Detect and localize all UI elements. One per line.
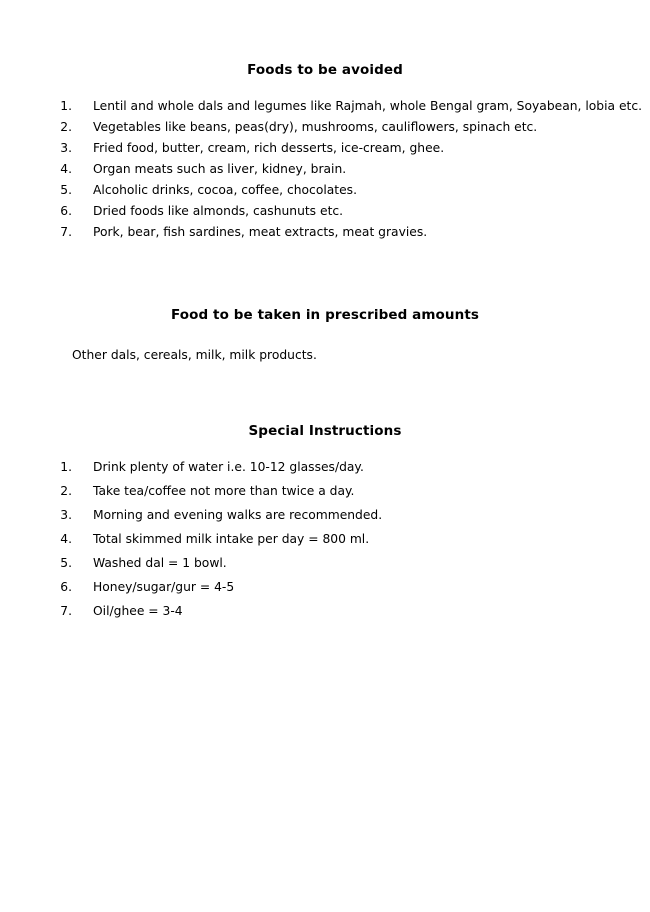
- list-item-text: Alcoholic drinks, cocoa, coffee, chocolates.: [93, 183, 357, 197]
- list-item-marker: 6.: [60, 204, 72, 218]
- list-item-marker: 5.: [60, 556, 72, 571]
- list-item-text: Fried food, butter, cream, rich desserts, ice-cream, ghee.: [93, 141, 445, 155]
- list-item: [46, 533, 650, 557]
- list-item: [46, 205, 650, 226]
- list-item-marker: 3.: [60, 508, 72, 523]
- section-special-instructions: [0, 423, 650, 629]
- section-food-prescribed-amounts: [0, 307, 650, 361]
- list-item-text: Take tea/coffee not more than twice a day.: [93, 484, 355, 499]
- list-item-text: Vegetables like beans, peas(dry), mushrooms, cauliflowers, spinach etc.: [93, 120, 538, 134]
- list-item: [46, 485, 650, 509]
- list-item-marker: 4.: [60, 162, 72, 176]
- list-item-marker: 1.: [60, 99, 72, 113]
- list-item: [46, 557, 650, 581]
- section-paragraph: Other dals, cereals, milk, milk products.: [72, 348, 317, 362]
- list-item: [46, 100, 650, 121]
- document-page: [0, 62, 650, 912]
- list-item-text: Total skimmed milk intake per day = 800 ml.: [93, 532, 370, 547]
- list-item-marker: 4.: [60, 532, 72, 547]
- list-item: [46, 605, 650, 629]
- list-item-marker: 7.: [60, 225, 72, 239]
- list-item: [46, 163, 650, 184]
- list-item: [46, 121, 650, 142]
- list-item-text: Oil/ghee = 3-4: [93, 604, 183, 619]
- list-item-text: Organ meats such as liver, kidney, brain.: [93, 162, 347, 176]
- numbered-list-foods-to-be-avoided: [46, 100, 650, 247]
- list-item-marker: 2.: [60, 484, 72, 499]
- list-item: [46, 226, 650, 247]
- list-item-marker: 2.: [60, 120, 72, 134]
- list-item-marker: 6.: [60, 580, 72, 595]
- list-item: [46, 509, 650, 533]
- list-item-marker: 5.: [60, 183, 72, 197]
- list-item-marker: 3.: [60, 141, 72, 155]
- numbered-list-special-instructions: [46, 461, 650, 629]
- section-title: Special Instructions: [248, 423, 402, 440]
- list-item-text: Honey/sugar/gur = 4-5: [93, 580, 235, 595]
- list-item-marker: 1.: [60, 460, 72, 475]
- list-item-text: Lentil and whole dals and legumes like Rajmah, whole Bengal gram, Soyabean, lobia etc.: [93, 99, 643, 113]
- list-item: [46, 461, 650, 485]
- section-title: Food to be taken in prescribed amounts: [170, 307, 480, 323]
- list-item: [46, 581, 650, 605]
- list-item: [46, 142, 650, 163]
- section-foods-to-be-avoided: [0, 62, 650, 247]
- list-item-text: Dried foods like almonds, cashunuts etc.: [93, 204, 344, 218]
- section-title: Foods to be avoided: [247, 62, 403, 78]
- list-item: [46, 184, 650, 205]
- list-item-text: Morning and evening walks are recommended.: [93, 508, 383, 523]
- list-item-text: Pork, bear, fish sardines, meat extracts, meat gravies.: [93, 225, 428, 239]
- list-item-text: Washed dal = 1 bowl.: [93, 556, 227, 571]
- list-item-marker: 7.: [60, 604, 72, 619]
- list-item-text: Drink plenty of water i.e. 10-12 glasses/day.: [93, 460, 364, 475]
